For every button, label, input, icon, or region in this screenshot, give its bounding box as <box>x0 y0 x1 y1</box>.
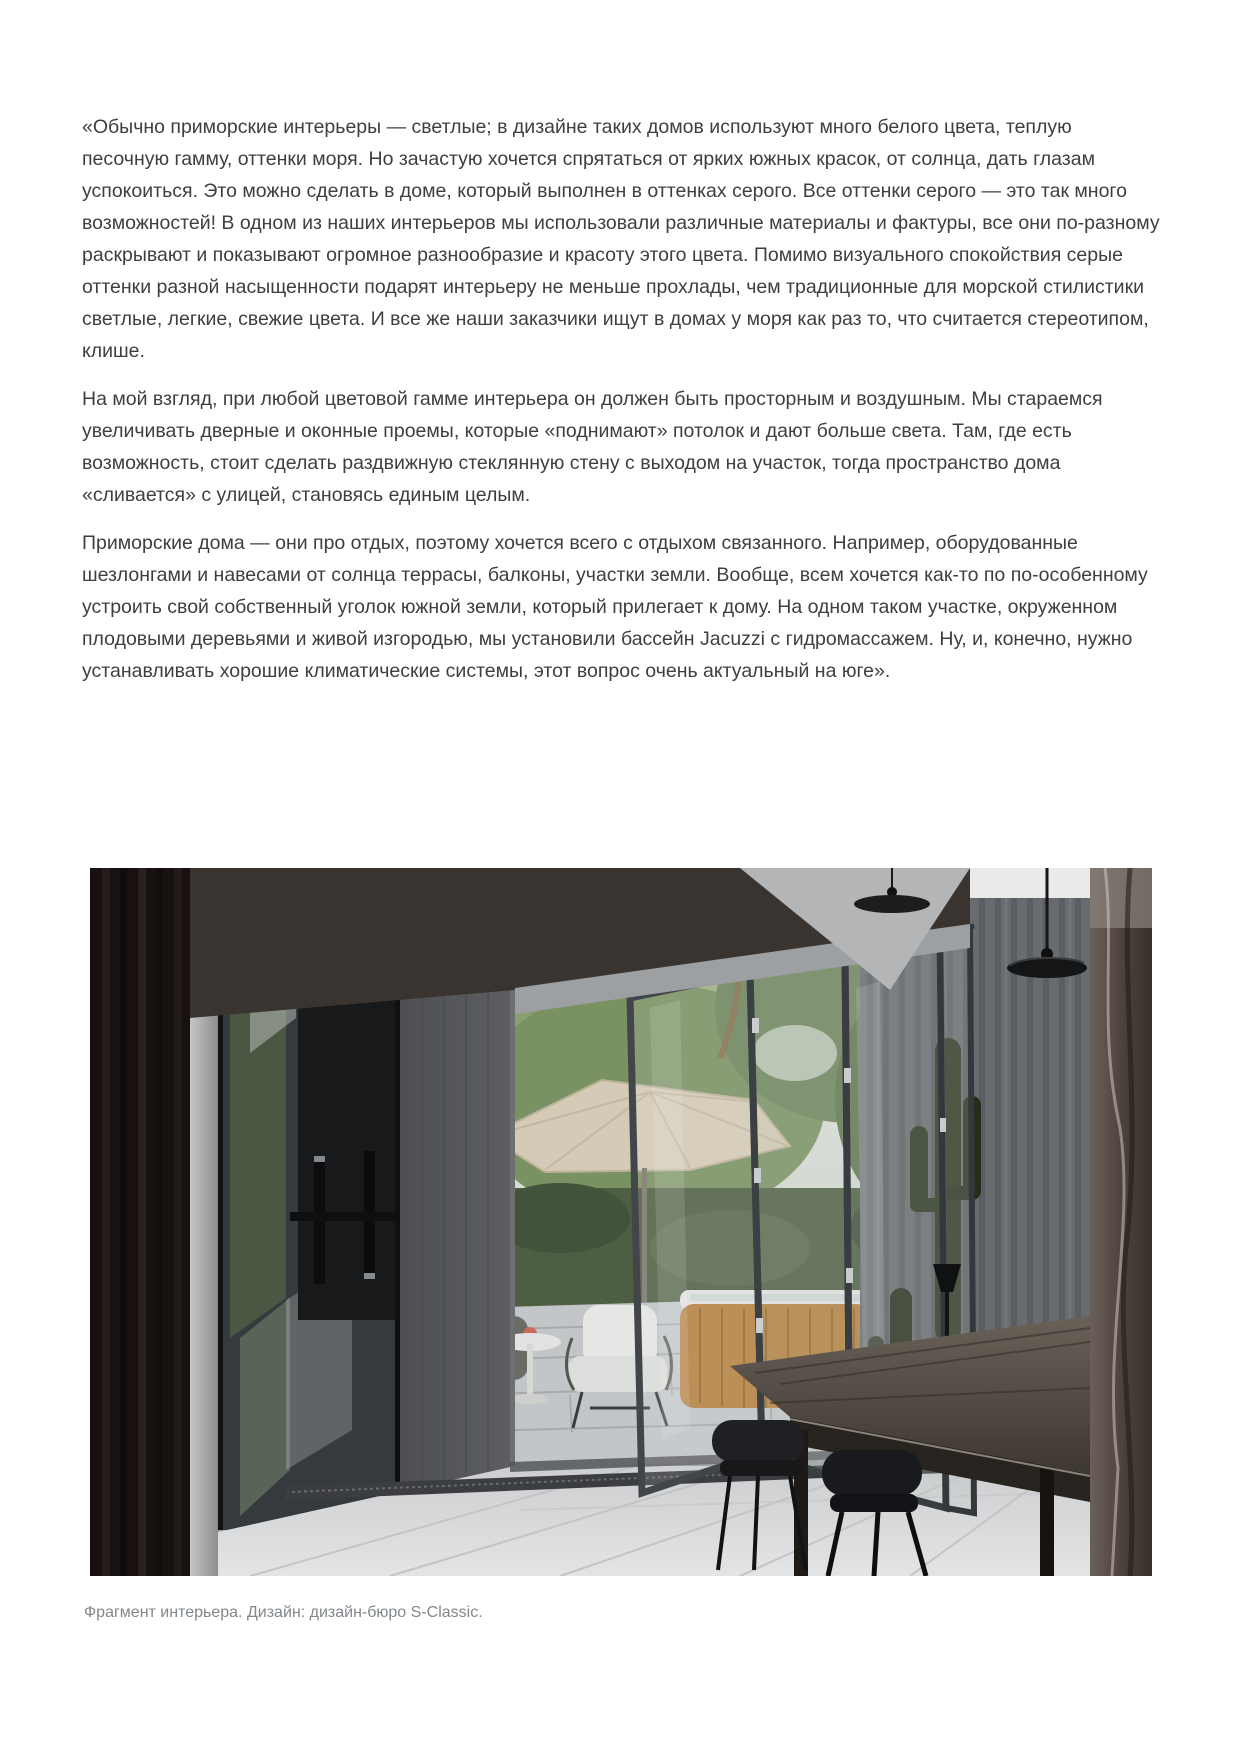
paragraph-2: На мой взгляд, при любой цветовой гамме интерьера он должен быть просторным и воздушным. Мы стараемся увеличивать дверные и оконные проемы, которые «поднимают» потолок и дают больше света. Там, где есть возможность, стоит сделать раздвижную стеклянную стену с выходом на участок, тогда пространство дома «сливается» с улицей, становясь единым целым. <box>82 388 1103 506</box>
interior-photo-figure <box>84 868 1152 1624</box>
article-body <box>82 111 1160 703</box>
marble-column <box>1090 868 1152 1576</box>
paragraph-3: Приморские дома — они про отдых, поэтому хочется всего с отдыхом связанного. Например, оборудованные шезлонгами и навесами от солнца террасы, балконы, участки земли. Вообще, всем хочется как-то по по-особенному устроить свой собственный уголок южной земли, который прилегает к дому. На одном таком участке, окруженном плодовыми деревьями и живой изгородью, мы установили бассейн Jacuzzi с гидромассажем. Ну, и, конечно, нужно устанавливать хорошие климатические системы, этот вопрос очень актуальный на юге». <box>82 532 1148 682</box>
paragraph-1: «Обычно приморские интерьеры — светлые; в дизайне таких домов используют много белого цвета, теплую песочную гамму, оттенки моря. Но зачастую хочется спрятаться от ярких южных красок, от солнца, дать глазам успокоиться. Это можно сделать в доме, который выполнен в оттенках серого. Все оттенки серого — это так много возможностей! В одном из наших интерьеров мы использовали различные материалы и фактуры, все они по-разному раскрывают и показывают огромное разнообразие и красоту этого цвета. Помимо визуального спокойствия серые оттенки разной насыщенности подарят интерьеру не меньше прохлады, чем традиционные для морской стилистики светлые, легкие, свежие цвета. И все же наши заказчики ищут в домах у моря как раз то, что считается стереотипом, клише. <box>82 116 1160 362</box>
interior-photo <box>90 868 1152 1576</box>
interior-photo-svg <box>90 868 1152 1576</box>
photo-caption: Фрагмент интерьера. Дизайн: дизайн-бюро S-Classic. <box>84 1604 483 1621</box>
